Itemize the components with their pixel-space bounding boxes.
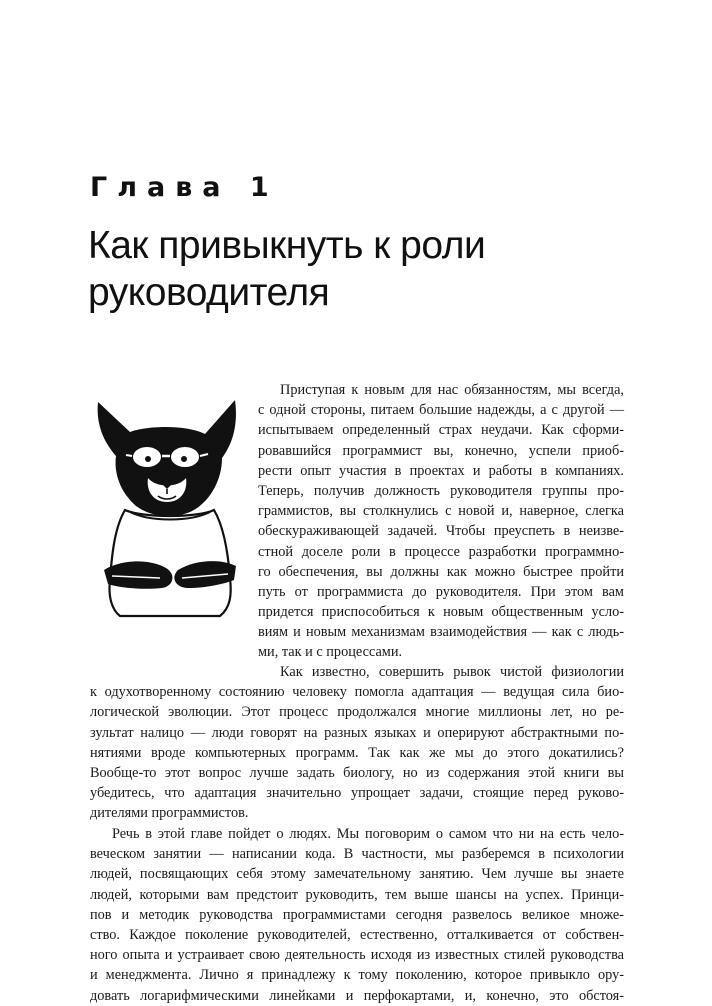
text-line: ного опыта и устраивает свою деятельность исходя из известных стилей руководства — [90, 947, 624, 964]
text-line: зультат налицо — люди говорят на разных языках и оперируют абстрактными по- — [90, 724, 624, 741]
text-line: дителями программистов. — [90, 805, 249, 822]
text-line: убедитесь, что адаптация значительно упрощает задачи, стоящие перед руково- — [90, 785, 624, 802]
text-line: Как известно, совершить рывок чистой физиологии — [280, 664, 624, 680]
text-line: обескураживающей задачей. Чтобы преуспеть в неизве- — [258, 523, 624, 540]
text-line: Теперь, получив должность руководителя группы про- — [258, 482, 624, 499]
text-line: Речь в этой главе пойдет о людях. Мы поговорим о самом что ни на есть чело- — [112, 826, 624, 842]
text-line: граммистов, вы столкнулись с новой и, наверное, слегка — [258, 503, 624, 520]
text-line: путь от программиста до руководителя. При этом вам — [258, 583, 624, 600]
text-line: нятиями вроде компьютерных программ. Так как же мы до этого докатились? — [90, 744, 624, 761]
text-line: виям и новым механизмам взаимодействия — как с людь- — [258, 624, 624, 641]
paragraph-3 — [90, 824, 624, 1006]
chapter-title-line: руководителя — [88, 271, 330, 314]
text-line: испытываем определенный страх неудачи. Как сформи- — [258, 422, 624, 439]
text-line: ство. Каждое поколение руководителей, естественно, отталкивается от собствен- — [90, 926, 624, 943]
paragraph-2 — [90, 662, 624, 824]
text-line: ровавшийся программист вы, конечно, успели приоб- — [258, 442, 624, 459]
text-line: людей, которыми вам предстоит руководить, тем выше шансы на успех. Принци- — [90, 886, 624, 903]
text-line: веческом занятии — написании кода. В частности, мы разберемся в психологии — [90, 846, 624, 863]
text-line: придется приспособиться к новым общественным усло- — [258, 604, 624, 621]
text-line: и менеджмента. Лично я принадлежу к тому поколению, которое привыкло ору- — [90, 967, 624, 984]
text-line: го обеспечения, вы должны как можно быстрее пройти — [258, 563, 624, 580]
text-line: с одной стороны, питаем большие надежды, а с другой — — [258, 402, 624, 419]
text-line: рести опыт участия в проектах и работы в компаниях. — [258, 462, 624, 479]
chapter-title — [88, 222, 648, 316]
chapter-title-line: Как привыкнуть к роли — [88, 224, 486, 267]
text-line: Вообще-то этот вопрос лучше задать биологу, но из содержания этой книги вы — [90, 764, 624, 781]
text-line: ми, так и с процессами. — [258, 644, 403, 661]
text-line: стной доселе роли в процессе разработки программно- — [258, 543, 624, 560]
text-line: Приступая к новым для нас обязанностям, мы всегда, — [280, 382, 624, 398]
paragraph-1 — [90, 380, 624, 663]
text-line: логической эволюции. Этот процесс продолжался многие миллионы лет, но ре- — [90, 704, 624, 721]
text-line: пов и методик руководства программистами сегодня развелось великое множе- — [90, 906, 624, 923]
text-line: людей, посвящающих себя этому замечательному занятию. Чем лучше вы знаете — [90, 866, 624, 883]
text-line: довать логарифмическими линейками и перфокартами, и, конечно, это обстоя- — [90, 987, 624, 1004]
chapter-label: Глава 1 — [90, 172, 279, 203]
text-line: к одухотворенному состоянию человеку помогла адаптация — ведущая сила био- — [90, 684, 624, 701]
